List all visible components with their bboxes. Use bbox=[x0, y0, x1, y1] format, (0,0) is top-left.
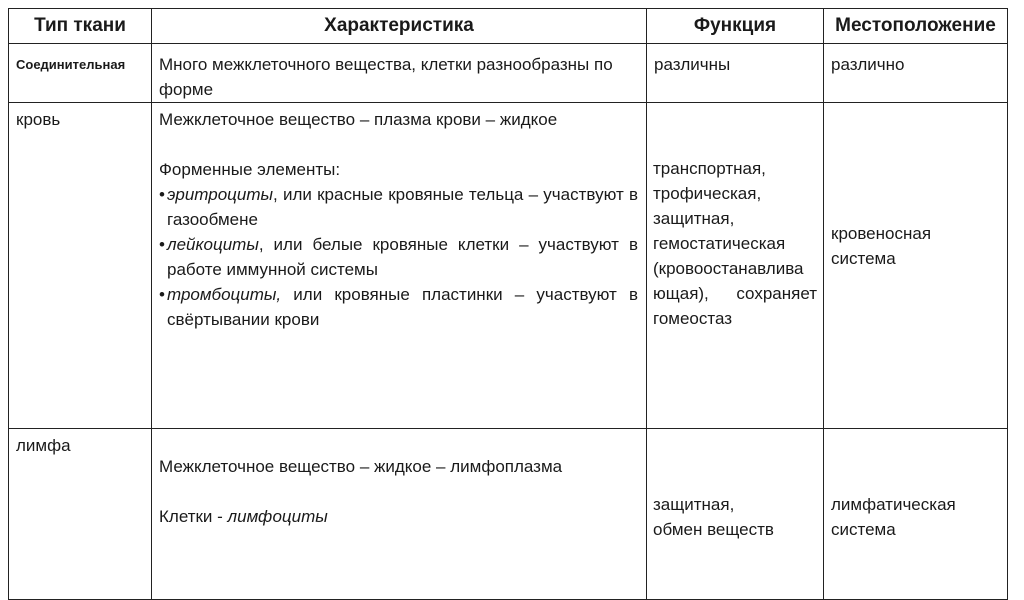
blood-type: кровь bbox=[16, 110, 61, 129]
header-type: Тип ткани bbox=[9, 9, 152, 44]
blood-bullet-leukocytes: • лейкоциты, или белые кровяные клетки – участвуют в работе иммунной системы bbox=[159, 235, 638, 279]
blood-bullet-erythrocytes: • эритроциты, или красные кровяные тельца – участвуют в газообмене bbox=[159, 185, 638, 229]
blood-formed-title: Форменные элементы: bbox=[159, 160, 341, 179]
table-row-blood bbox=[9, 103, 1008, 429]
connective-location: различно bbox=[831, 55, 905, 74]
connective-characteristic: Много межклеточного вещества, клетки разнообразны по форме bbox=[159, 55, 613, 99]
blood-location: кровеносная система bbox=[831, 224, 932, 268]
lymph-type: лимфа bbox=[16, 436, 71, 455]
table-row-connective bbox=[9, 44, 1008, 103]
blood-characteristic bbox=[152, 103, 646, 332]
header-location: Местоположение bbox=[824, 9, 1008, 44]
blood-matrix: Межклеточное вещество – плазма крови – жидкое bbox=[159, 110, 558, 129]
blood-function: транспортная, трофическая, защитная, гемостатическая (кровоостанавлива ющая), сохраняет гомеостаз bbox=[653, 159, 817, 328]
lymph-cells: Клетки - лимфоциты bbox=[159, 507, 328, 526]
header-function: Функция bbox=[647, 9, 824, 44]
connective-function: различны bbox=[654, 55, 731, 74]
lymph-function: защитная, обмен веществ bbox=[653, 495, 774, 539]
lymph-matrix: Межклеточное вещество – жидкое – лимфоплазма bbox=[159, 457, 563, 476]
lymph-characteristic bbox=[152, 429, 646, 529]
header-row bbox=[9, 9, 1008, 44]
header-characteristic: Характеристика bbox=[152, 9, 647, 44]
tissue-table bbox=[8, 8, 1008, 600]
lymph-location: лимфатическая система bbox=[831, 495, 956, 539]
blood-bullet-thrombocytes: • тромбоциты, или кровяные пластинки – участвуют в свёртывании крови bbox=[159, 285, 638, 329]
connective-type: Соединительная bbox=[16, 57, 126, 72]
